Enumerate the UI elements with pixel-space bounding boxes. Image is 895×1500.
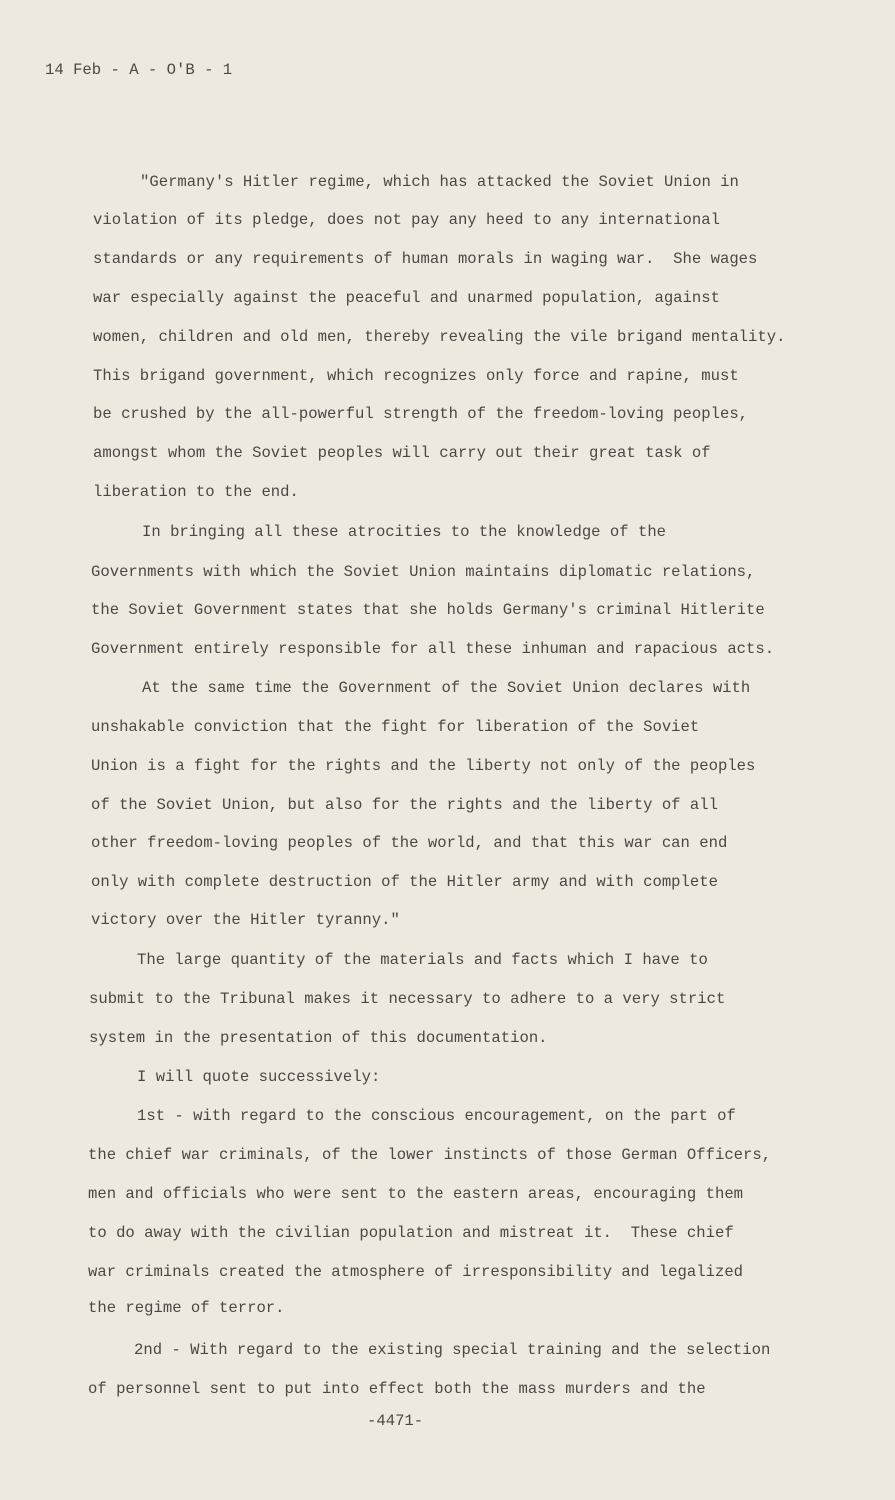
text-line: Governments with which the Soviet Union maintains diplomatic relations, — [91, 563, 756, 581]
text-line: standards or any requirements of human morals in waging war. She wages — [93, 250, 758, 268]
text-line: 2nd - With regard to the existing special training and the selection — [134, 1341, 771, 1359]
text-line: system in the presentation of this documentation. — [89, 1029, 548, 1047]
text-line: The large quantity of the materials and facts which I have to — [137, 951, 708, 969]
text-line: be crushed by the all-powerful strength of the freedom-loving peoples, — [93, 405, 749, 423]
text-line: At the same time the Government of the Soviet Union declares with — [142, 679, 751, 697]
text-line: liberation to the end. — [93, 483, 299, 501]
text-line: only with complete destruction of the Hitler army and with complete — [91, 873, 718, 891]
text-line: of the Soviet Union, but also for the rights and the liberty of all — [91, 796, 718, 814]
text-line: amongst whom the Soviet peoples will carry out their great task of — [93, 444, 711, 462]
text-line: women, children and old men, thereby revealing the vile brigand mentality. — [93, 328, 786, 346]
text-line: "Germany's Hitler regime, which has attacked the Soviet Union in — [140, 173, 739, 191]
text-line: violation of its pledge, does not pay any heed to any international — [93, 211, 720, 229]
text-line: Government entirely responsible for all these inhuman and rapacious acts. — [91, 640, 775, 658]
text-line: war especially against the peaceful and unarmed population, against — [93, 289, 720, 307]
text-line: submit to the Tribunal makes it necessary to adhere to a very strict — [89, 990, 726, 1008]
text-line: war criminals created the atmosphere of irresponsibility and legalized — [88, 1263, 744, 1281]
document-header: 14 Feb - A - O'B - 1 — [45, 61, 233, 79]
page-number: -4471- — [367, 1412, 424, 1430]
text-line: the regime of terror. — [88, 1299, 285, 1317]
text-line: In bringing all these atrocities to the knowledge of the — [142, 523, 667, 541]
text-line: of personnel sent to put into effect both the mass murders and the — [88, 1380, 706, 1398]
text-line: This brigand government, which recognizes only force and rapine, must — [93, 367, 739, 385]
text-line: I will quote successively: — [137, 1068, 381, 1086]
text-line: the chief war criminals, of the lower instincts of those German Officers, — [88, 1146, 772, 1164]
text-line: victory over the Hitler tyranny." — [91, 911, 400, 929]
text-line: the Soviet Government states that she holds Germany's criminal Hitlerite — [91, 601, 765, 619]
text-line: Union is a fight for the rights and the liberty not only of the peoples — [91, 757, 756, 775]
text-line: men and officials who were sent to the eastern areas, encouraging them — [88, 1185, 744, 1203]
text-line: to do away with the civilian population and mistreat it. These chief — [88, 1224, 734, 1242]
text-line: other freedom-loving peoples of the world, and that this war can end — [91, 834, 728, 852]
text-line: unshakable conviction that the fight for liberation of the Soviet — [91, 718, 700, 736]
text-line: 1st - with regard to the conscious encouragement, on the part of — [137, 1107, 736, 1125]
